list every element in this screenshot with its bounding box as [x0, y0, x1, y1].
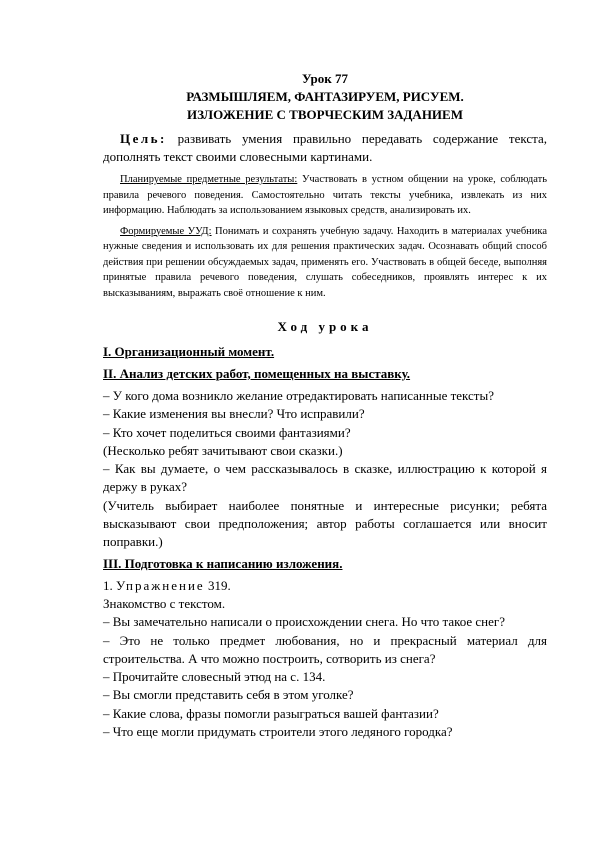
exercise-label: Упражнение: [116, 577, 205, 593]
list-item: – Это не только предмет любования, но и прекрасный материал для строительства. А что можно построить, сотворить из снега?: [103, 632, 547, 666]
goal-paragraph: [103, 130, 547, 166]
exercise-prefix: 1.: [103, 577, 116, 593]
list-item: (Учитель выбирает наиболее понятные и интересные рисунки; ребята высказывают свои предположения; автор работы соглашается или вносит поправки.): [103, 497, 547, 550]
list-item: – Какие изменения вы внесли? Что исправили?: [103, 406, 365, 422]
uud-text: Понимать и сохранять учебную задачу. Находить в материалах учебника нужные сведения и использовать их для решения практических задач. Осознавать общий способ действия при решении обсуждаемых задач, применять его. Участвовать в общей беседе, выполняя принятые правила речевого поведения, слушать собеседников, проявлять интерес к их высказываниям, выражать своё отношение к ним.: [103, 225, 548, 299]
lesson-title-line-2: ИЗЛОЖЕНИЕ С ТВОРЧЕСКИМ ЗАДАНИЕМ: [187, 107, 463, 122]
uud-paragraph: [103, 224, 547, 302]
course-heading: Ход урока: [277, 319, 373, 334]
section-1-heading: I. Организационный момент.: [103, 344, 275, 359]
goal-text: развивать умения правильно передавать содержание текста, дополнять текст своими словесными картинами.: [103, 131, 547, 164]
list-item: Знакомство с текстом.: [103, 595, 226, 611]
list-item: – Как вы думаете, о чем рассказывалось в сказке, иллюстрацию к которой я держу в руках?: [103, 461, 547, 495]
uud-label: Формируемые УУД:: [120, 225, 212, 237]
planned-results-paragraph: [103, 172, 547, 219]
list-item: – Какие слова, фразы помогли разыграться вашей фантазии?: [103, 705, 439, 721]
planned-results-text: Участвовать в устном общении на уроке, соблюдать правила речевого поведения. Самостоятельно читать тексты учебника, извлекать из них информацию. Наблюдать за использованием языковых средств, анализировать их.: [103, 174, 547, 216]
list-item: – Вы замечательно написали о происхождении снега. Но что такое снег?: [103, 614, 506, 630]
goal-label: Цель:: [120, 131, 167, 146]
lesson-number: Урок 77: [302, 71, 348, 86]
planned-results-label: Планируемые предметные результаты:: [120, 174, 298, 185]
list-item: – У кого дома возникло желание отредактировать написанные тексты?: [103, 388, 494, 403]
list-item: – Что еще могли придумать строители этого ледяного городка?: [103, 724, 453, 740]
list-item: – Кто хочет поделиться своими фантазиями?: [103, 424, 351, 440]
list-item: – Вы смогли представить себя в этом уголке?: [103, 687, 354, 703]
exercise-number: 319.: [204, 577, 231, 593]
section-2-heading: II. Анализ детских работ, помещенных на выставку.: [103, 366, 411, 381]
section-3-heading: III. Подготовка к написанию изложения.: [103, 555, 343, 571]
list-item: – Прочитайте словесный этюд на с. 134.: [103, 669, 326, 685]
list-item: (Несколько ребят зачитывают свои сказки.): [103, 442, 343, 458]
exercise-line: [103, 577, 547, 595]
lesson-title-line-1: РАЗМЫШЛЯЕМ, ФАНТАЗИРУЕМ, РИСУЕМ.: [186, 89, 464, 104]
